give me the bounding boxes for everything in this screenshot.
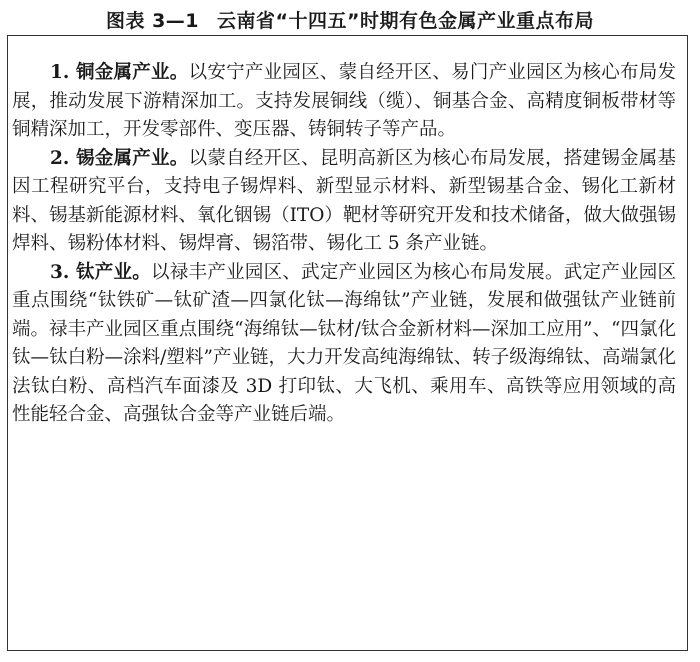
paragraph-tin-body: 以蒙自经开区、昆明高新区为核心布局发展，搭建锡金属基因工程研究平台，支持电子锡焊料、新型显示材料、新型锡基合金、锡化工新材料、锡基新能源材料、氧化铟锡（ITO）靶材等研究开发和技术储备，做大做强锡焊料、锡粉体材料、锡焊膏、锡箔带、锡化工 5 条产业链。 <box>12 147 676 254</box>
figure-label: 图表 3—1 <box>105 10 200 32</box>
content-text <box>12 59 676 430</box>
paragraph-titanium <box>12 259 676 430</box>
figure-caption: 云南省“十四五”时期有色金属产业重点布局 <box>217 10 595 32</box>
paragraph-titanium-body: 以禄丰产业园区、武定产业园区为核心布局发展。武定产业园区重点围绕“钛铁矿—钛矿渣—四氯化钛—海绵钛”产业链，发展和做强钛产业链前端。禄丰产业园区重点围绕“海绵钛—钛材/钛合金新材料—深加工应用”、“四氯化钛—钛白粉—涂料/塑料”产业链，大力开发高纯海绵钛、转子级海绵钛、高端氯化法钛白粉、高档汽车面漆及 3D 打印钛、大飞机、乘用车、高铁等应用领域的高性能轻合金、高强钛合金等产业链后端。 <box>12 261 676 425</box>
paragraph-copper-heading: 1. 铜金属产业。 <box>50 62 189 83</box>
paragraph-titanium-heading: 3. 钛产业。 <box>50 261 152 283</box>
figure-title <box>0 6 700 33</box>
paragraph-tin-heading: 2. 锡金属产业。 <box>50 147 189 169</box>
paragraph-tin <box>12 145 676 259</box>
paragraph-copper-body: 以安宁产业园区、蒙自经开区、易门产业园区为核心布局发展，推动发展下游精深加工。支持发展铜线（缆）、铜基合金、高精度铜板带材等铜精深加工，开发零部件、变压器、铸铜转子等产品。 <box>12 62 676 140</box>
paragraph-copper <box>12 59 676 145</box>
